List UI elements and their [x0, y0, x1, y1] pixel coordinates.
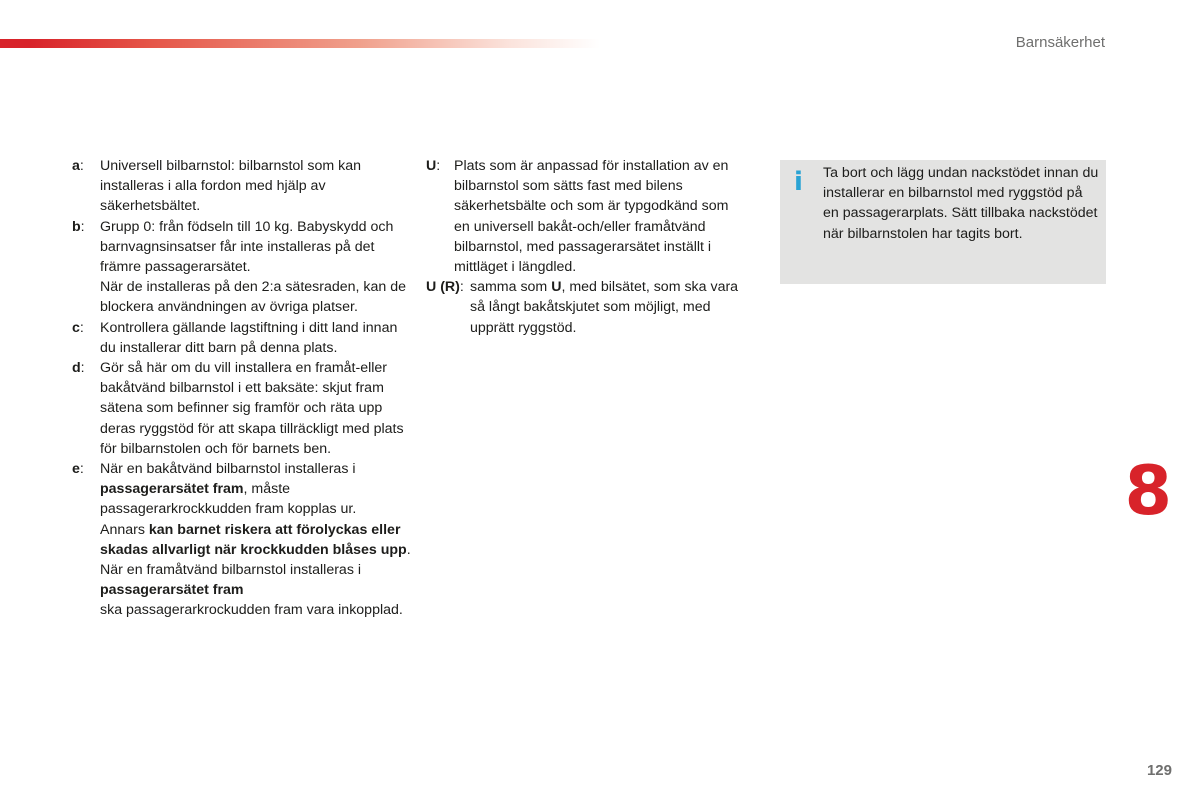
item-text: Plats som är anpassad för installation av en bilbarnstol som sätts fast med bilens säkerhetsbälte och som är typgodkänd som en universell bakåt-och/eller framåtvänd bilbarnstol, med passagerarsätet inställt i mittläget i längdled. — [454, 158, 729, 276]
item-text: samma som U, med bilsätet, som ska vara så långt bakåtskjutet som möjligt, med upprätt ryggstöd. — [470, 279, 739, 336]
section-title: Barnsäkerhet — [1015, 34, 1105, 51]
item-warning: Annars kan barnet riskera att förolyckas eller skadas allvarligt när krockkudden blåses upp. — [100, 521, 411, 558]
list-item-b: b: Grupp 0: från födseln till 10 kg. Babyskydd och barnvagnsinsatser får inte installeras på det främre passagerarsätet. När de installeras på den 2:a sätesraden, kan de blockera användningen av övriga platser. — [72, 217, 412, 318]
list-item-e: e: När en bakåtvänd bilbarnstol installeras i passagerarsätet fram, måste passagerarkrockkudden fram kopplas ur. Annars kan barnet riskera att förolyckas eller skadas allvarligt när krockkudden blåses upp. När en framåtvänd bilbarnstol installeras i passagerarsätet fram ska passagerarkrockudden fram vara inkopplad. — [72, 459, 412, 621]
info-box — [780, 160, 1106, 284]
chapter-number: 8 — [1124, 452, 1172, 531]
item-text: Gör så här om du vill installera en framåt-eller bakåtvänd bilbarnstol i ett baksäte: skjut fram sätena som befinner sig framför och räta upp deras ryggstöd för att skapa tillräckligt med plats för bilbarnstolen och för barnets ben. — [100, 360, 404, 457]
item-text: Kontrollera gällande lagstiftning i ditt land innan du installerar ditt barn på denna plats. — [100, 319, 398, 356]
list-item-d: d: Gör så här om du vill installera en framåt-eller bakåtvänd bilbarnstol i ett baksäte: skjut fram sätena som befinner sig framför och räta upp deras ryggstöd för att skapa tillräckligt med plats för bilbarnstolen och för barnets ben. — [72, 358, 412, 459]
item-note: När en framåtvänd bilbarnstol installeras i passagerarsätet fram ska passagerarkrockudden fram vara inkopplad. — [100, 562, 403, 619]
item-note: När de installeras på den 2:a sätesraden, kan de blockera användningen av övriga platser. — [100, 279, 407, 316]
item-key: U — [426, 158, 437, 174]
info-icon: i — [794, 167, 803, 197]
item-key: U (R) — [426, 279, 460, 296]
item-text: Universell bilbarnstol: bilbarnstol som kan installeras i alla fordon med hjälp av säkerhetsbältet. — [100, 158, 362, 215]
item-key: c — [72, 319, 80, 336]
info-text: Ta bort och lägg undan nackstödet innan du installerar en bilbarnstol med ryggstöd på en passagerarplats. Sätt tillbaka nackstödet när bilbarnstolen har tagits bort. — [823, 165, 1099, 242]
list-item-a: a: Universell bilbarnstol: bilbarnstol som kan installeras i alla fordon med hjälp av säkerhetsbältet. — [72, 156, 412, 217]
item-key: a — [72, 158, 80, 174]
page-number: 129 — [1146, 762, 1172, 779]
right-column — [426, 156, 746, 338]
list-item-u: U: Plats som är anpassad för installation av en bilbarnstol som sätts fast med bilens säkerhetsbälte och som är typgodkänd som en universell bakåt-och/eller framåtvänd bilbarnstol, med passagerarsätet inställt i mittläget i längdled. — [426, 156, 746, 277]
list-item-ur: U (R): samma som U, med bilsätet, som ska vara så långt bakåtskjutet som möjligt, med upprätt ryggstöd. — [426, 277, 746, 338]
header-accent-bar — [0, 39, 600, 48]
left-column — [72, 156, 412, 621]
item-key: b — [72, 218, 81, 235]
item-key: d — [72, 360, 81, 377]
item-key: e — [72, 461, 80, 478]
item-text: Grupp 0: från födseln till 10 kg. Babyskydd och barnvagnsinsatser får inte installeras på det främre passagerarsätet. — [100, 218, 394, 276]
item-text: När en bakåtvänd bilbarnstol installeras i passagerarsätet fram, måste passagerarkrockkudden fram kopplas ur. — [100, 461, 357, 518]
list-item-c: c: Kontrollera gällande lagstiftning i ditt land innan du installerar ditt barn på denna plats. — [72, 318, 412, 358]
